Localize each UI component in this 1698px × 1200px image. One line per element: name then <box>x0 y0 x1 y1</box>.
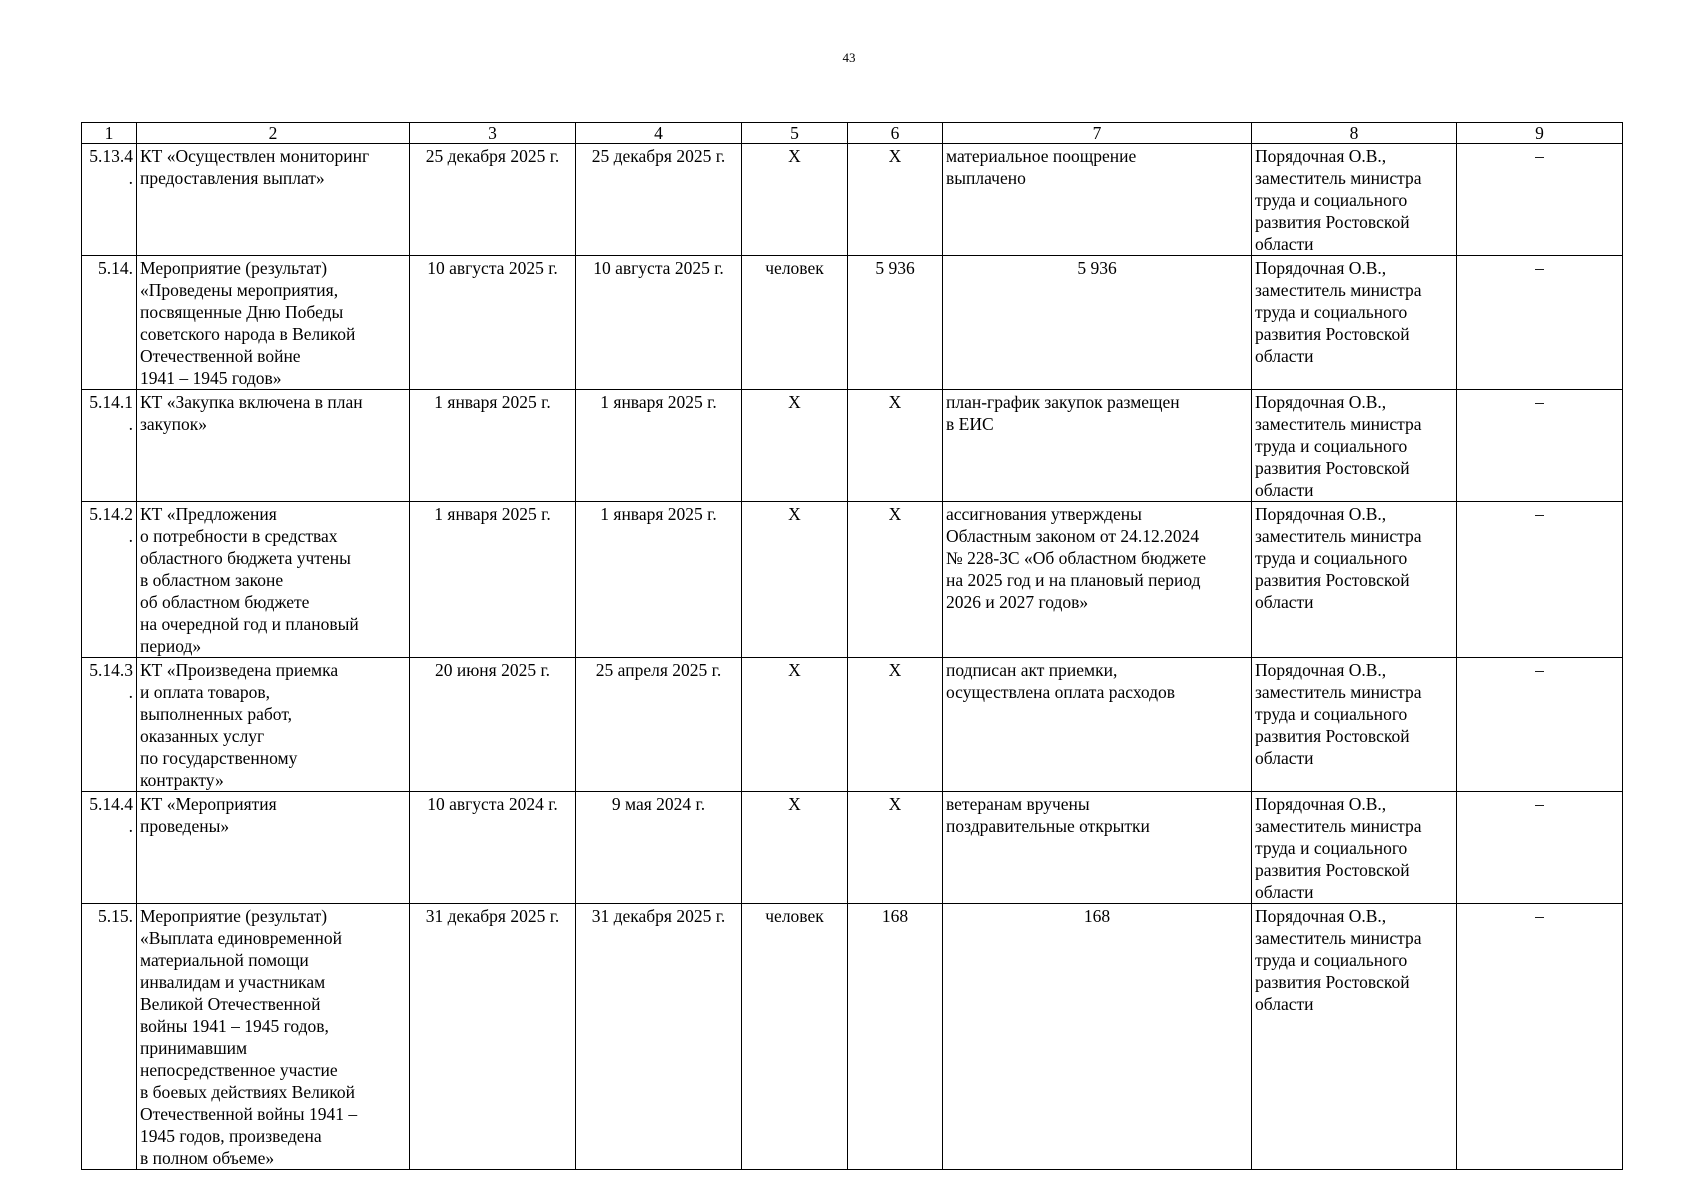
responsible-line: труда и социального <box>1255 704 1408 724</box>
note: – <box>1457 658 1623 792</box>
responsible-line: Порядочная О.В., <box>1255 504 1387 524</box>
responsible-line: развития Ростовской <box>1255 726 1410 746</box>
responsible-line: Порядочная О.В., <box>1255 146 1387 166</box>
column-number: 9 <box>1457 123 1623 144</box>
name-line: по государственному <box>140 748 298 768</box>
table-row <box>82 792 1623 904</box>
table-row <box>82 658 1623 792</box>
responsible-line: области <box>1255 234 1314 254</box>
result-line: 5 936 <box>1077 258 1117 278</box>
event-name <box>137 658 410 792</box>
column-number: 6 <box>848 123 943 144</box>
responsible-line: заместитель министра <box>1255 168 1422 188</box>
end-date: 25 апреля 2025 г. <box>576 658 742 792</box>
responsible-line: развития Ростовской <box>1255 458 1410 478</box>
name-line: Отечественной войны 1941 – <box>140 1104 358 1124</box>
event-name <box>137 502 410 658</box>
event-name <box>137 792 410 904</box>
responsible <box>1252 792 1457 904</box>
row-number: 5.15. <box>82 904 137 1170</box>
name-line: материальной помощи <box>140 950 309 970</box>
responsible <box>1252 390 1457 502</box>
name-line: КТ «Предложения <box>140 504 277 524</box>
end-date: 25 декабря 2025 г. <box>576 144 742 256</box>
result-line: 168 <box>1083 906 1111 926</box>
value: Х <box>848 658 943 792</box>
event-name <box>137 904 410 1170</box>
event-name <box>137 144 410 256</box>
responsible-line: области <box>1255 748 1314 768</box>
note: – <box>1457 792 1623 904</box>
unit: Х <box>742 144 848 256</box>
responsible-line: области <box>1255 994 1314 1014</box>
column-number: 1 <box>82 123 137 144</box>
start-date: 20 июня 2025 г. <box>410 658 576 792</box>
responsible-line: Порядочная О.В., <box>1255 660 1387 680</box>
result <box>943 144 1252 256</box>
unit: Х <box>742 658 848 792</box>
name-line: предоставления выплат» <box>140 168 325 188</box>
responsible-line: заместитель министра <box>1255 682 1422 702</box>
result <box>943 502 1252 658</box>
name-line: советского народа в Великой <box>140 324 356 344</box>
name-line: 1945 годов, произведена <box>140 1126 322 1146</box>
name-line: в областном законе <box>140 570 284 590</box>
table-row <box>82 904 1623 1170</box>
result-line: план-график закупок размещен <box>946 392 1180 412</box>
responsible-line: Порядочная О.В., <box>1255 794 1387 814</box>
column-number: 7 <box>943 123 1252 144</box>
end-date: 1 января 2025 г. <box>576 390 742 502</box>
name-line: контракту» <box>140 770 224 790</box>
end-date: 9 мая 2024 г. <box>576 792 742 904</box>
result-line: ветеранам вручены <box>946 794 1090 814</box>
control-points-table <box>81 122 1623 1170</box>
name-line: Великой Отечественной <box>140 994 321 1014</box>
responsible-line: Порядочная О.В., <box>1255 392 1387 412</box>
responsible-line: заместитель министра <box>1255 928 1422 948</box>
responsible-line: труда и социального <box>1255 838 1408 858</box>
table-row <box>82 502 1623 658</box>
note: – <box>1457 390 1623 502</box>
row-number: 5.14.1. <box>82 390 137 502</box>
result-line: Областным законом от 24.12.2024 <box>946 526 1200 546</box>
start-date: 10 августа 2025 г. <box>410 256 576 390</box>
responsible-line: труда и социального <box>1255 436 1408 456</box>
name-line: КТ «Мероприятия <box>140 794 277 814</box>
name-line: о потребности в средствах <box>140 526 338 546</box>
column-number: 8 <box>1252 123 1457 144</box>
responsible <box>1252 256 1457 390</box>
end-date: 1 января 2025 г. <box>576 502 742 658</box>
unit: человек <box>742 256 848 390</box>
name-line: КТ «Произведена приемка <box>140 660 339 680</box>
name-line: КТ «Осуществлен мониторинг <box>140 146 370 166</box>
result-line: № 228-ЗС «Об областном бюджете <box>946 548 1207 568</box>
name-line: период» <box>140 636 202 656</box>
page-number: 43 <box>842 50 856 65</box>
value: Х <box>848 792 943 904</box>
name-line: в боевых действиях Великой <box>140 1082 355 1102</box>
result-line: 2026 и 2027 годов» <box>946 592 1089 612</box>
result-line: подписан акт приемки, <box>946 660 1118 680</box>
row-number: 5.14. <box>82 256 137 390</box>
name-line: и оплата товаров, <box>140 682 271 702</box>
name-line: принимавшим <box>140 1038 248 1058</box>
result <box>943 256 1252 390</box>
result <box>943 390 1252 502</box>
row-number: 5.14.2. <box>82 502 137 658</box>
result <box>943 658 1252 792</box>
column-number: 3 <box>410 123 576 144</box>
result-line: ассигнования утверждены <box>946 504 1142 524</box>
value: Х <box>848 502 943 658</box>
name-line: войны 1941 – 1945 годов, <box>140 1016 329 1036</box>
value: 5 936 <box>848 256 943 390</box>
unit: Х <box>742 390 848 502</box>
responsible-line: области <box>1255 480 1314 500</box>
value: Х <box>848 144 943 256</box>
result <box>943 792 1252 904</box>
result <box>943 904 1252 1170</box>
name-line: на очередной год и плановый <box>140 614 359 634</box>
result-line: материальное поощрение <box>946 146 1137 166</box>
column-number: 4 <box>576 123 742 144</box>
event-name <box>137 256 410 390</box>
value: Х <box>848 390 943 502</box>
start-date: 1 января 2025 г. <box>410 390 576 502</box>
result-line: в ЕИС <box>946 414 994 434</box>
name-line: 1941 – 1945 годов» <box>140 368 282 388</box>
responsible-line: труда и социального <box>1255 302 1408 322</box>
responsible-line: области <box>1255 592 1314 612</box>
value: 168 <box>848 904 943 1170</box>
column-number: 5 <box>742 123 848 144</box>
responsible-line: развития Ростовской <box>1255 570 1410 590</box>
name-line: проведены» <box>140 816 230 836</box>
result-line: на 2025 год и на плановый период <box>946 570 1201 590</box>
table-row <box>82 390 1623 502</box>
name-line: «Выплата единовременной <box>140 928 342 948</box>
note: – <box>1457 144 1623 256</box>
row-number: 5.14.4. <box>82 792 137 904</box>
unit: Х <box>742 502 848 658</box>
responsible-line: заместитель министра <box>1255 526 1422 546</box>
start-date: 31 декабря 2025 г. <box>410 904 576 1170</box>
note: – <box>1457 904 1623 1170</box>
responsible-line: области <box>1255 346 1314 366</box>
row-number: 5.14.3. <box>82 658 137 792</box>
responsible-line: развития Ростовской <box>1255 860 1410 880</box>
end-date: 10 августа 2025 г. <box>576 256 742 390</box>
responsible <box>1252 144 1457 256</box>
start-date: 10 августа 2024 г. <box>410 792 576 904</box>
name-line: «Проведены мероприятия, <box>140 280 339 300</box>
name-line: посвященные Дню Победы <box>140 302 344 322</box>
name-line: областного бюджета учтены <box>140 548 351 568</box>
row-number: 5.13.4. <box>82 144 137 256</box>
event-name <box>137 390 410 502</box>
responsible-line: заместитель министра <box>1255 816 1422 836</box>
table-row <box>82 144 1623 256</box>
responsible <box>1252 502 1457 658</box>
table-row <box>82 256 1623 390</box>
start-date: 25 декабря 2025 г. <box>410 144 576 256</box>
responsible-line: заместитель министра <box>1255 280 1422 300</box>
name-line: закупок» <box>140 414 208 434</box>
responsible <box>1252 658 1457 792</box>
name-line: оказанных услуг <box>140 726 265 746</box>
result-line: выплачено <box>946 168 1026 188</box>
responsible-line: заместитель министра <box>1255 414 1422 434</box>
note: – <box>1457 256 1623 390</box>
name-line: Мероприятие (результат) <box>140 258 328 278</box>
column-number: 2 <box>137 123 410 144</box>
unit: человек <box>742 904 848 1170</box>
responsible-line: труда и социального <box>1255 190 1408 210</box>
responsible-line: труда и социального <box>1255 950 1408 970</box>
responsible-line: развития Ростовской <box>1255 324 1410 344</box>
result-line: поздравительные открытки <box>946 816 1150 836</box>
responsible-line: Порядочная О.В., <box>1255 258 1387 278</box>
responsible-line: развития Ростовской <box>1255 212 1410 232</box>
column-number-header-row <box>82 123 1623 144</box>
name-line: КТ «Закупка включена в план <box>140 392 363 412</box>
name-line: Мероприятие (результат) <box>140 906 328 926</box>
responsible <box>1252 904 1457 1170</box>
name-line: выполненных работ, <box>140 704 293 724</box>
start-date: 1 января 2025 г. <box>410 502 576 658</box>
responsible-line: Порядочная О.В., <box>1255 906 1387 926</box>
responsible-line: развития Ростовской <box>1255 972 1410 992</box>
name-line: об областном бюджете <box>140 592 310 612</box>
name-line: инвалидам и участникам <box>140 972 326 992</box>
result-line: осуществлена оплата расходов <box>946 682 1176 702</box>
name-line: непосредственное участие <box>140 1060 338 1080</box>
note: – <box>1457 502 1623 658</box>
responsible-line: области <box>1255 882 1314 902</box>
responsible-line: труда и социального <box>1255 548 1408 568</box>
name-line: в полном объеме» <box>140 1148 275 1168</box>
unit: Х <box>742 792 848 904</box>
name-line: Отечественной войне <box>140 346 301 366</box>
end-date: 31 декабря 2025 г. <box>576 904 742 1170</box>
